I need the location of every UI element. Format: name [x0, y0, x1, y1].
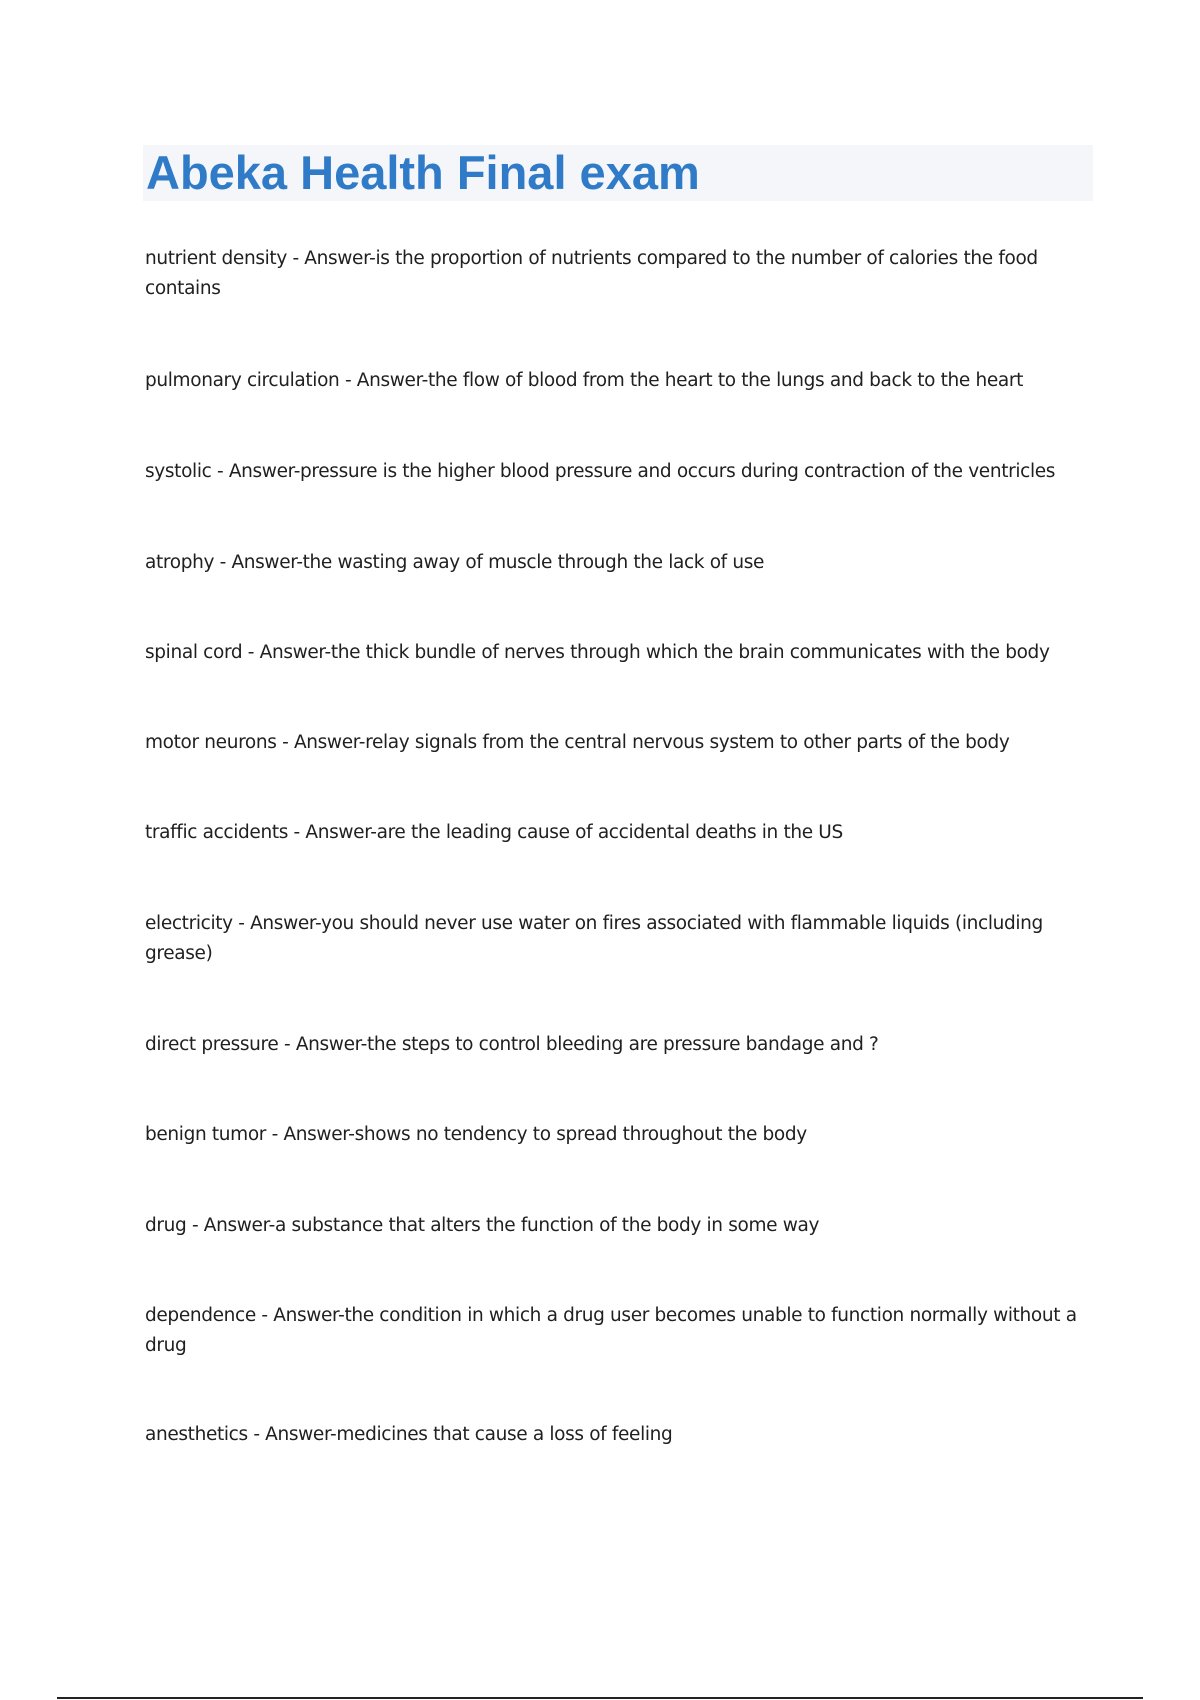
entry-spinal-cord: spinal cord - Answer-the thick bundle of nerves through which the brain communicates with the body [145, 642, 1050, 663]
entry-anesthetics: anesthetics - Answer-medicines that cause a loss of feeling [145, 1424, 673, 1445]
entry-direct-pressure: direct pressure - Answer-the steps to control bleeding are pressure bandage and ? [145, 1034, 879, 1055]
entry-nutrient-density: nutrient density - Answer-is the proportion of nutrients compared to the number of calories the food contains [145, 248, 1038, 299]
footer-rule [57, 1697, 1143, 1699]
entry-traffic-accidents: traffic accidents - Answer-are the leading cause of accidental deaths in the US [145, 822, 843, 843]
entry-motor-neurons: motor neurons - Answer-relay signals from the central nervous system to other parts of the body [145, 732, 1010, 753]
entry-drug: drug - Answer-a substance that alters the function of the body in some way [145, 1215, 820, 1236]
entry-systolic: systolic - Answer-pressure is the higher blood pressure and occurs during contraction of the ventricles [145, 461, 1056, 482]
entry-dependence: dependence - Answer-the condition in which a drug user becomes unable to function normally without a drug [145, 1305, 1077, 1356]
entry-benign-tumor: benign tumor - Answer-shows no tendency to spread throughout the body [145, 1124, 807, 1145]
entry-atrophy: atrophy - Answer-the wasting away of muscle through the lack of use [145, 552, 765, 573]
entry-pulmonary-circulation: pulmonary circulation - Answer-the flow of blood from the heart to the lungs and back to the heart [145, 370, 1024, 391]
entry-electricity: electricity - Answer-you should never use water on fires associated with flammable liquids (including grease) [145, 913, 1043, 964]
document-title: Abeka Health Final exam [146, 146, 700, 199]
